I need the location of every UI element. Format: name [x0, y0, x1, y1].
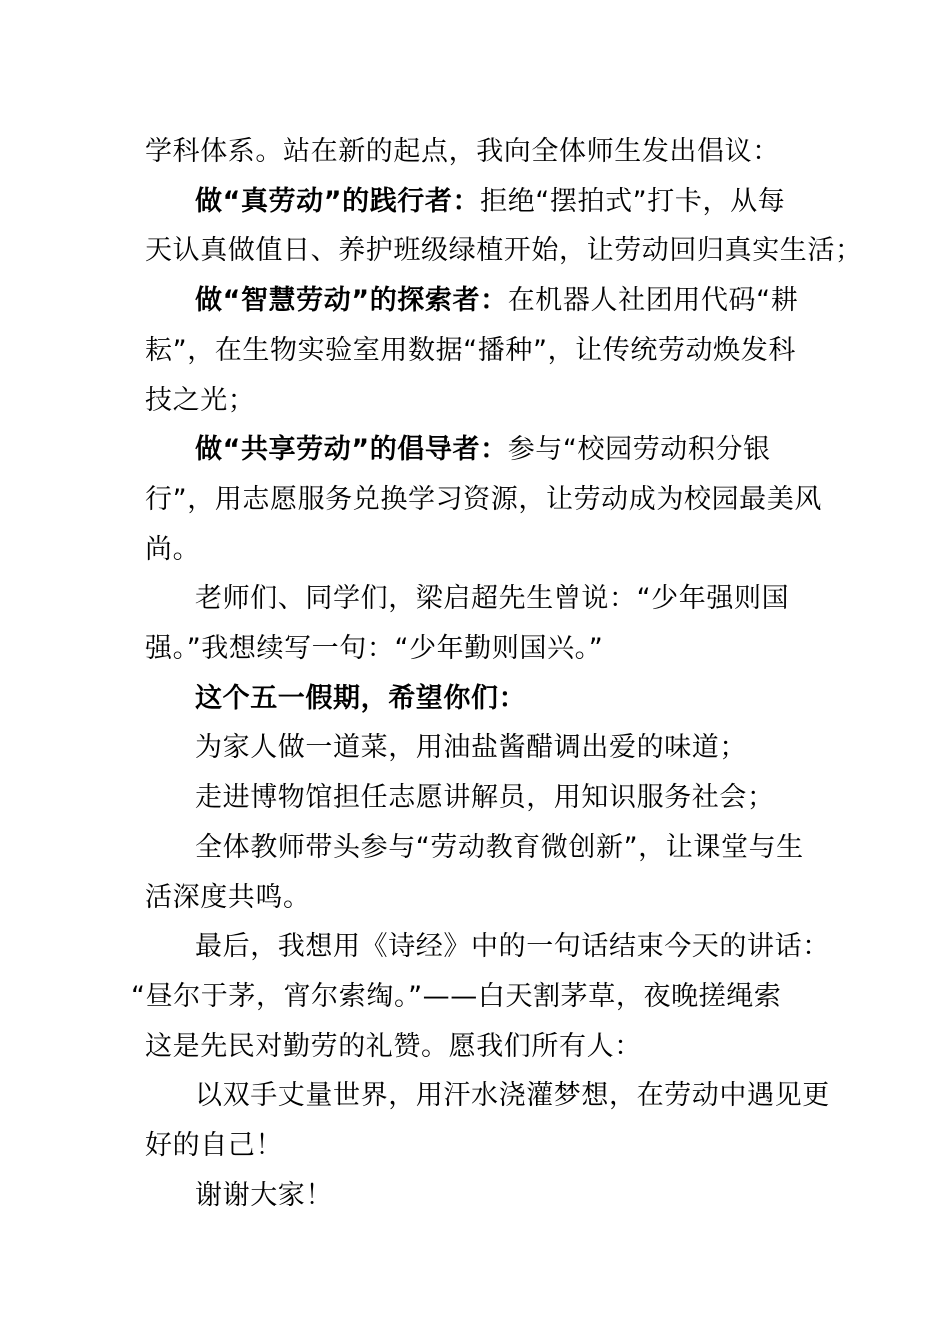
proposal-3 [145, 425, 810, 475]
proposal-1-text: 拒绝“摆拍式”打卡，从每 [480, 185, 786, 217]
paragraph-line: 学科体系。站在新的起点，我向全体师生发出倡议： [145, 136, 780, 167]
quote-line: “昼尔于茅，宵尔索绹。”——白天割茅草，夜晚搓绳索 [131, 980, 782, 1012]
paragraph-line: 技之光； [145, 384, 256, 416]
paragraph-line: 好的自己！ [145, 1130, 283, 1162]
paragraph-line: 这是先民对勤劳的礼赞。愿我们所有人： [145, 1030, 642, 1062]
paragraph-line: 耘”，在生物实验室用数据“播种”，让传统劳动焕发科 [145, 334, 796, 366]
proposal-2-text: 在机器人社团用代码“耕 [507, 285, 799, 317]
proposal-1-heading: 做“真劳动”的践行者： [195, 185, 481, 217]
paragraph-line: 行”，用志愿服务兑换学习资源，让劳动成为校园最美风 [145, 483, 822, 515]
document-body [131, 127, 863, 1220]
proposal-1 [145, 177, 810, 227]
closing-line: 谢谢大家！ [195, 1179, 333, 1211]
proposal-3-text: 参与“校园劳动积分银 [507, 434, 771, 466]
proposal-2-heading: 做“智慧劳动”的探索者： [195, 285, 508, 317]
paragraph-line: 全体教师带头参与“劳动教育微创新”，让课堂与生 [195, 831, 804, 863]
proposal-2 [145, 276, 810, 326]
paragraph-line: 老师们、同学们，梁启超先生曾说：“少年强则国 [195, 583, 790, 615]
holiday-heading: 这个五一假期，希望你们： [195, 682, 527, 714]
paragraph-line: 强。”我想续写一句：“少年勤则国兴。” [145, 633, 604, 665]
paragraph-line: 最后，我想用《诗经》中的一句话结束今天的讲话： [195, 931, 830, 963]
proposal-3-heading: 做“共享劳动”的倡导者： [195, 434, 508, 466]
paragraph-line: 为家人做一道菜，用油盐酱醋调出爱的味道； [195, 732, 747, 764]
paragraph-line: 活深度共鸣。 [145, 881, 311, 913]
paragraph-line: 天认真做值日、养护班级绿植开始，让劳动回归真实生活； [145, 235, 863, 267]
paragraph-line: 以双手丈量世界，用汗水浇灌梦想，在劳动中遇见更 [195, 1080, 830, 1112]
paragraph-line: 走进博物馆担任志愿讲解员，用知识服务社会； [195, 782, 775, 814]
paragraph-line: 尚。 [145, 533, 201, 565]
